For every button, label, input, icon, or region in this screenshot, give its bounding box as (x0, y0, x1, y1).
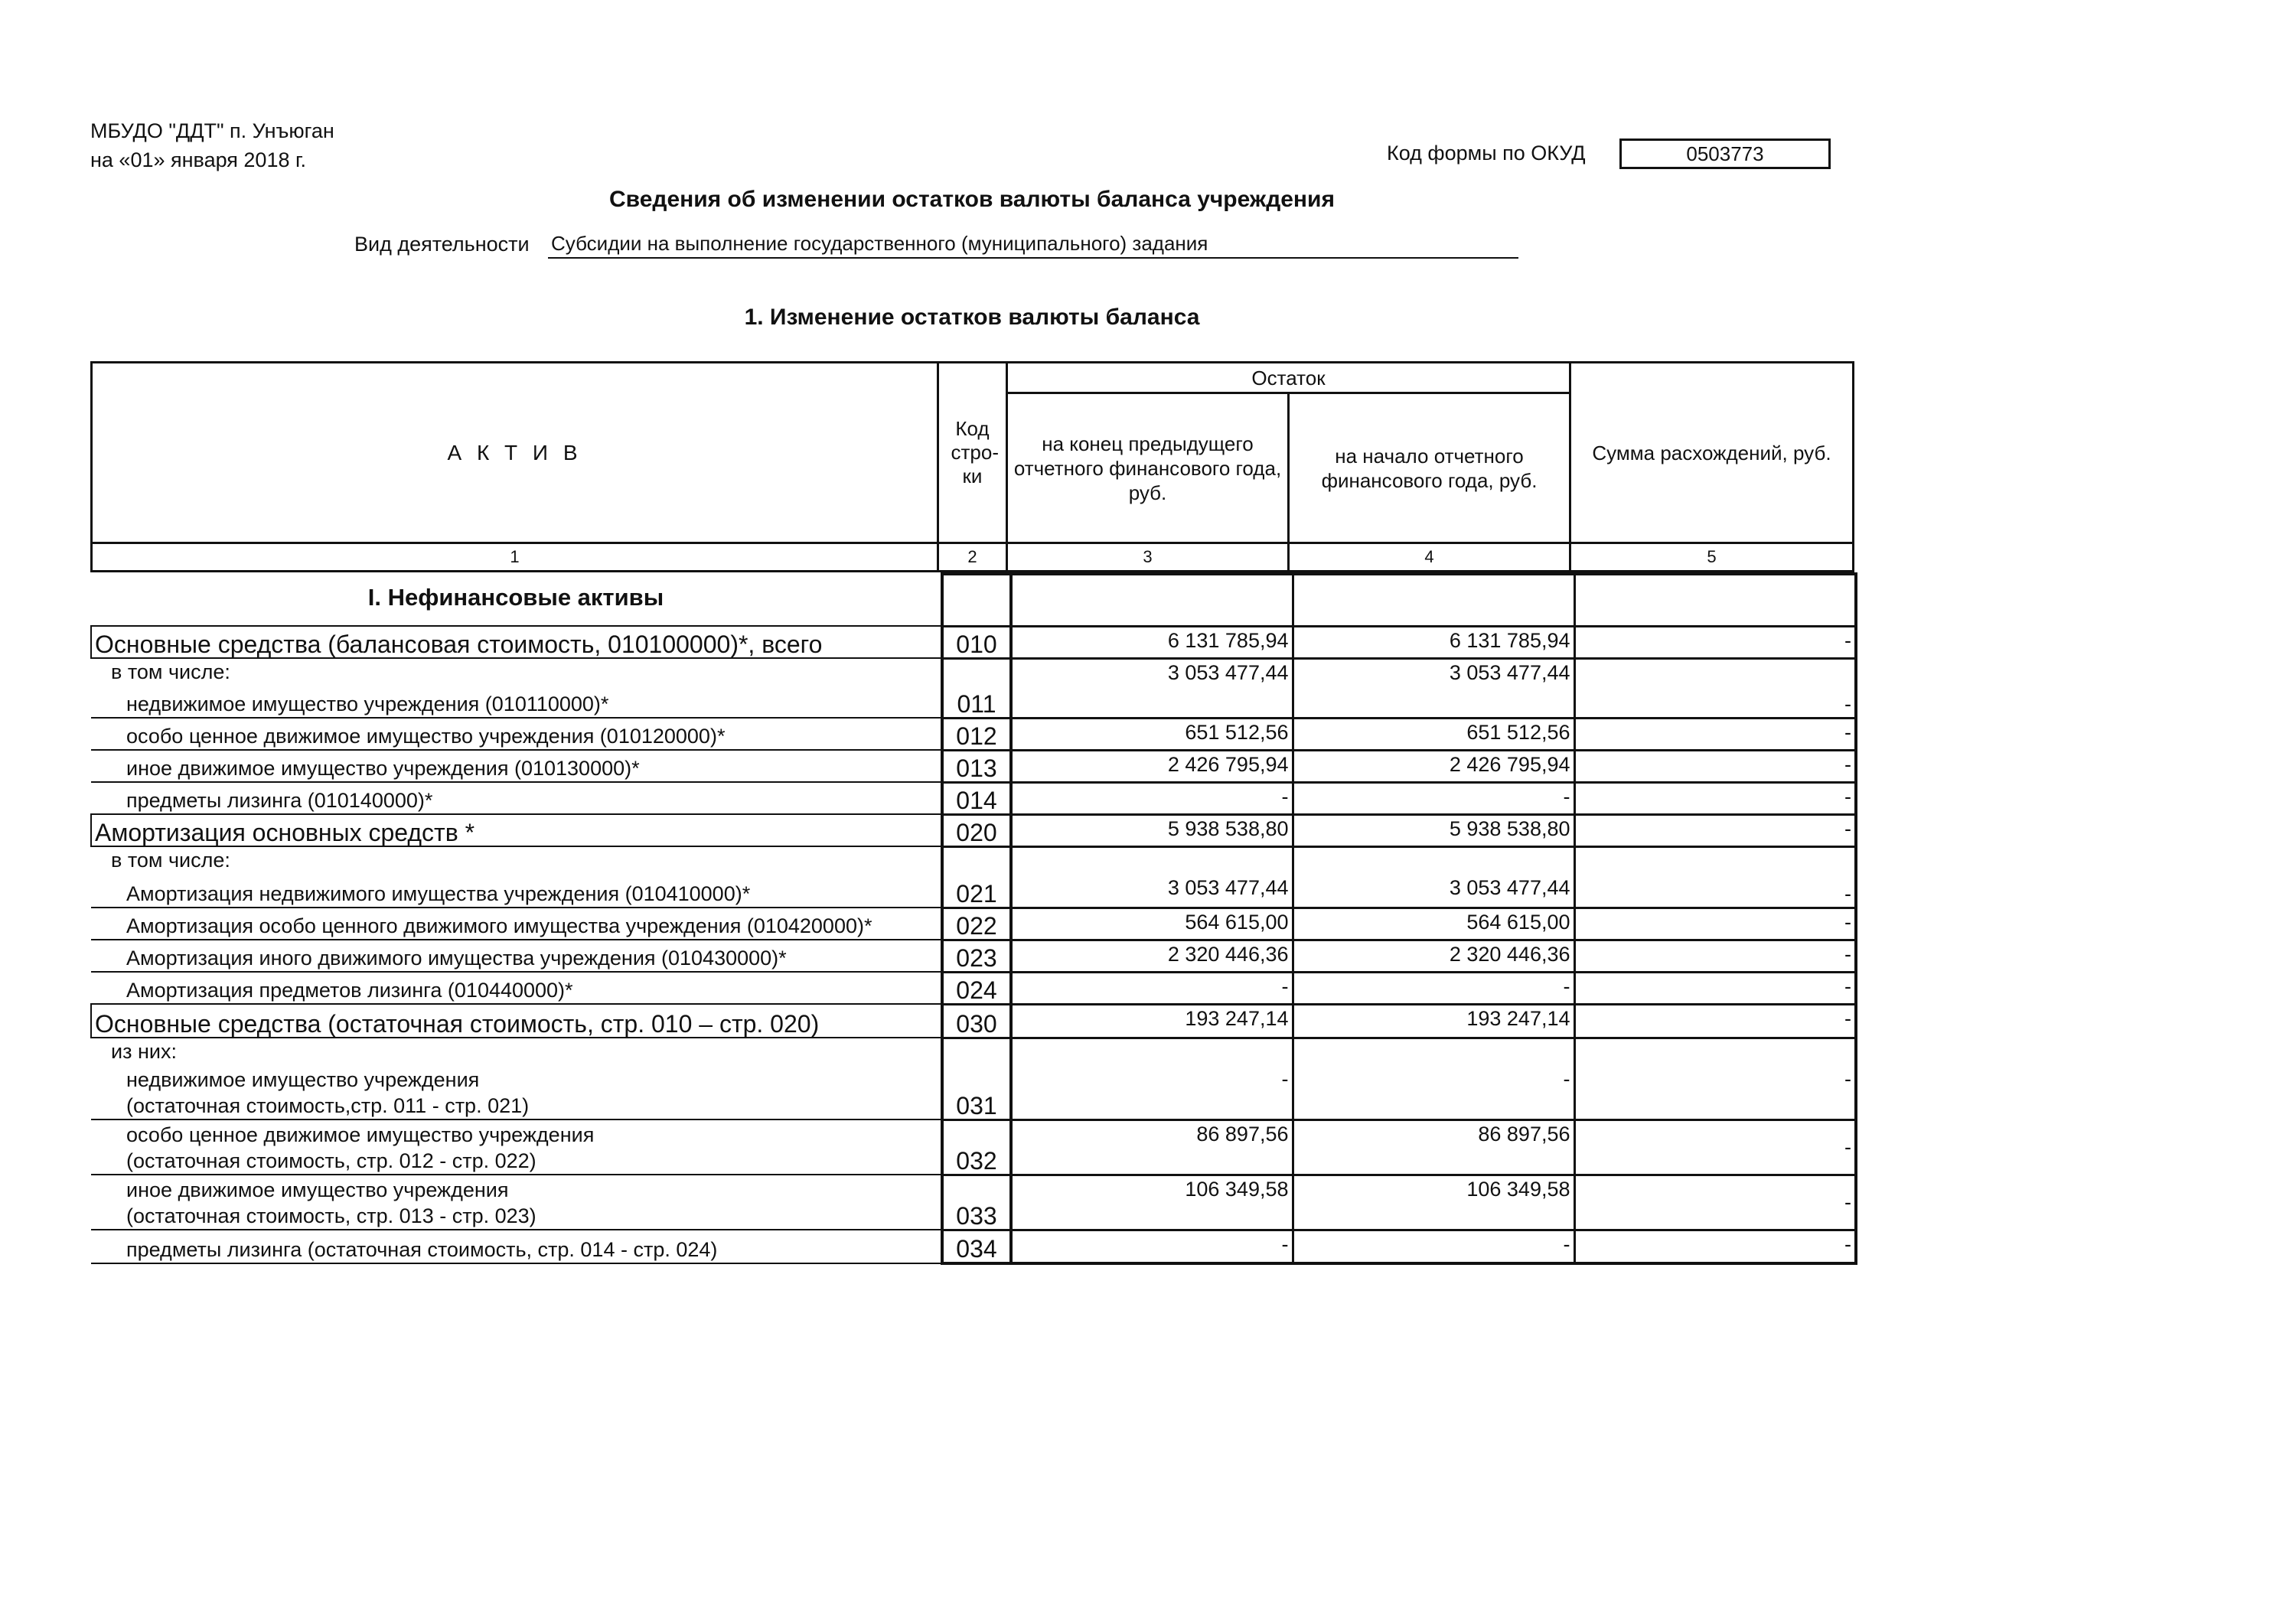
value-start-cur: 86 897,56 (1293, 1119, 1574, 1175)
page-title: Сведения об изменении остатков валюты баланса учреждения (609, 187, 1335, 212)
row-name: Амортизация особо ценного движимого имущества учреждения (010420000)* (91, 908, 942, 940)
value-diff: - (1574, 1230, 1856, 1263)
value-diff: - (1574, 1038, 1856, 1119)
row-name: Основные средства (остаточная стоимость, стр. 010 – стр. 020) (91, 1004, 942, 1038)
col-ostatok: Остаток (1007, 363, 1570, 393)
row-code: 021 (942, 846, 1011, 908)
table-row (91, 626, 1856, 658)
value-start-cur: 5 938 538,80 (1293, 814, 1574, 846)
report-date: на «01» января 2018 г. (90, 148, 307, 171)
row-label: в том числе: (111, 849, 230, 872)
value-diff: - (1574, 972, 1856, 1004)
row-name: предметы лизинга (010140000)* (91, 782, 942, 814)
row-code: 013 (942, 750, 1011, 782)
table-row (91, 718, 1856, 750)
section-nonfinancial-assets: I. Нефинансовые активы (367, 584, 664, 611)
table-row (91, 1119, 1856, 1175)
col-start-cur: на начало отчетного финансового года, руб. (1289, 393, 1570, 543)
balance-table (90, 572, 1857, 1265)
value-start-cur: 2 426 795,94 (1293, 750, 1574, 782)
col-num-2: 2 (938, 543, 1007, 572)
value-start-cur: - (1293, 1230, 1574, 1263)
row-name: иное движимое имущество учреждения (010130000)* (91, 750, 942, 782)
value-diff: - (1574, 718, 1856, 750)
col-num-1: 1 (92, 543, 938, 572)
row-code: 032 (942, 1119, 1011, 1175)
value-end-prev: 3 053 477,44 (1011, 658, 1293, 718)
value-end-prev: 651 512,56 (1011, 718, 1293, 750)
value-end-prev: 564 615,00 (1011, 908, 1293, 940)
value-start-cur: - (1293, 782, 1574, 814)
col-num-4: 4 (1289, 543, 1570, 572)
col-num-5: 5 (1570, 543, 1854, 572)
value-diff: - (1574, 658, 1856, 718)
value-end-prev: - (1011, 1230, 1293, 1263)
row-code: 030 (942, 1004, 1011, 1038)
row-code: 020 (942, 814, 1011, 846)
table-row (91, 1038, 1856, 1064)
value-start-cur: - (1293, 1038, 1574, 1119)
value-diff: - (1574, 846, 1856, 908)
table-row (91, 908, 1856, 940)
okud-code: 0503773 (1619, 139, 1831, 169)
row-code: 014 (942, 782, 1011, 814)
table-row (91, 814, 1856, 846)
row-code: 022 (942, 908, 1011, 940)
col-code: Код стро- ки (938, 363, 1007, 543)
value-start-cur: 564 615,00 (1293, 908, 1574, 940)
activity-label: Вид деятельности (354, 233, 530, 256)
value-diff: - (1574, 908, 1856, 940)
row-code: 012 (942, 718, 1011, 750)
section-title: 1. Изменение остатков валюты баланса (744, 305, 1200, 330)
table-row (91, 940, 1856, 972)
value-end-prev: 193 247,14 (1011, 1004, 1293, 1038)
row-name: Амортизация недвижимого имущества учреждения (010410000)* (91, 874, 942, 908)
value-diff: - (1574, 1175, 1856, 1230)
value-end-prev: - (1011, 972, 1293, 1004)
table-row (91, 750, 1856, 782)
table-row (91, 846, 1856, 874)
value-end-prev: 106 349,58 (1011, 1175, 1293, 1230)
value-diff: - (1574, 750, 1856, 782)
row-name: иное движимое имущество учреждения (остаточная стоимость, стр. 013 - стр. 023) (91, 1175, 942, 1230)
row-name: Амортизация основных средств * (91, 814, 942, 846)
table-row (91, 972, 1856, 1004)
table-row (91, 782, 1856, 814)
value-end-prev: 5 938 538,80 (1011, 814, 1293, 846)
value-start-cur: 106 349,58 (1293, 1175, 1574, 1230)
value-start-cur: 6 131 785,94 (1293, 626, 1574, 658)
row-code: 011 (942, 658, 1011, 718)
col-aktiv: А К Т И В (92, 363, 938, 543)
value-end-prev: 6 131 785,94 (1011, 626, 1293, 658)
value-diff: - (1574, 940, 1856, 972)
row-code: 031 (942, 1038, 1011, 1119)
row-code: 034 (942, 1230, 1011, 1263)
row-code: 033 (942, 1175, 1011, 1230)
row-name: недвижимое имущество учреждения (остаточная стоимость,стр. 011 - стр. 021) (91, 1064, 942, 1119)
table-row (91, 574, 1856, 626)
value-diff: - (1574, 1004, 1856, 1038)
value-start-cur: 3 053 477,44 (1293, 658, 1574, 718)
value-diff: - (1574, 782, 1856, 814)
row-label: из них: (111, 1040, 177, 1063)
value-diff: - (1574, 1119, 1856, 1175)
table-row (91, 1230, 1856, 1263)
value-start-cur: 3 053 477,44 (1293, 846, 1574, 908)
value-end-prev: 3 053 477,44 (1011, 846, 1293, 908)
col-num-3: 3 (1007, 543, 1289, 572)
row-name: Основные средства (балансовая стоимость, 010100000)*, всего (91, 626, 942, 658)
row-name: Амортизация предметов лизинга (010440000)* (91, 972, 942, 1004)
table-row (91, 658, 1856, 686)
row-name: Амортизация иного движимого имущества учреждения (010430000)* (91, 940, 942, 972)
table-row (91, 1004, 1856, 1038)
row-label: в том числе: (111, 660, 230, 683)
value-diff: - (1574, 626, 1856, 658)
value-end-prev: - (1011, 1038, 1293, 1119)
value-start-cur: 193 247,14 (1293, 1004, 1574, 1038)
org-header (90, 116, 334, 174)
value-start-cur: 651 512,56 (1293, 718, 1574, 750)
row-code: 023 (942, 940, 1011, 972)
row-name: особо ценное движимое имущество учреждения (остаточная стоимость, стр. 012 - стр. 022) (91, 1119, 942, 1175)
table-row (91, 1175, 1856, 1230)
value-start-cur: 2 320 446,36 (1293, 940, 1574, 972)
row-code: 024 (942, 972, 1011, 1004)
okud-label: Код формы по ОКУД (1387, 142, 1586, 165)
org-name: МБУДО "ДДТ" п. Унъюган (90, 119, 334, 142)
row-code: 010 (942, 626, 1011, 658)
activity-value: Субсидии на выполнение государственного (муниципального) задания (548, 230, 1518, 259)
col-end-prev: на конец предыдущего отчетного финансового года, руб. (1007, 393, 1289, 543)
row-code (942, 574, 1011, 626)
row-name: недвижимое имущество учреждения (010110000)* (91, 686, 942, 718)
value-end-prev: 2 320 446,36 (1011, 940, 1293, 972)
value-end-prev: 2 426 795,94 (1011, 750, 1293, 782)
value-diff: - (1574, 814, 1856, 846)
value-start-cur: - (1293, 972, 1574, 1004)
col-diff: Сумма расхождений, руб. (1570, 363, 1854, 543)
row-name: особо ценное движимое имущество учреждения (010120000)* (91, 718, 942, 750)
row-name: предметы лизинга (остаточная стоимость, стр. 014 - стр. 024) (91, 1230, 942, 1263)
value-end-prev: - (1011, 782, 1293, 814)
value-end-prev: 86 897,56 (1011, 1119, 1293, 1175)
table-header (90, 361, 1854, 572)
